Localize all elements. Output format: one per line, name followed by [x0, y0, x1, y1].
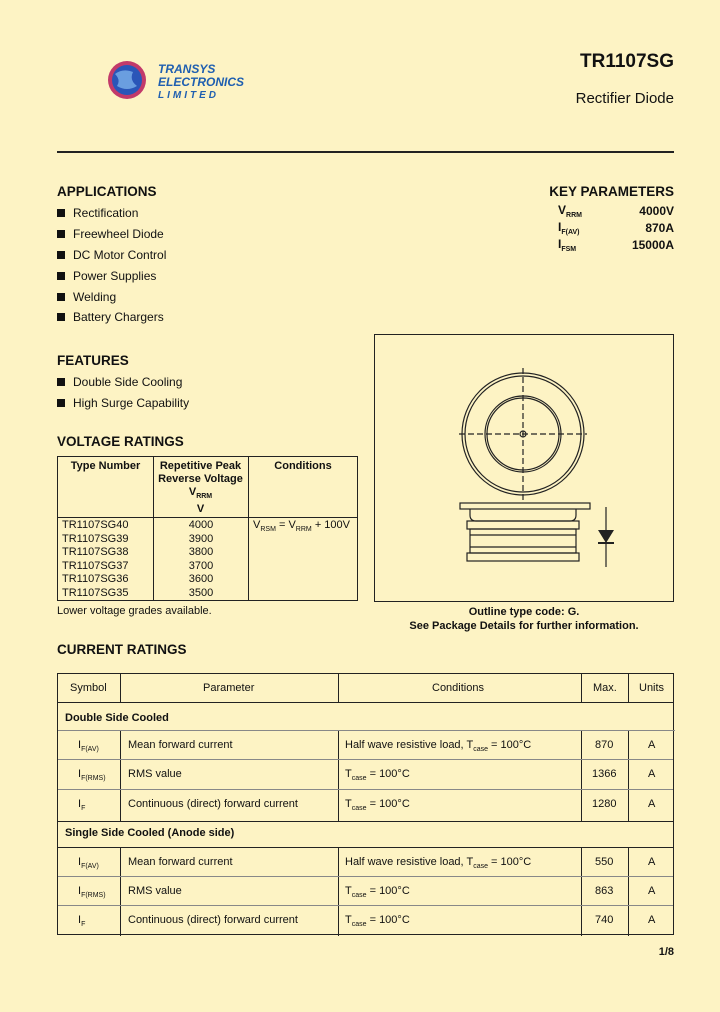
doc-subtitle: Rectifier Diode: [575, 90, 674, 107]
logo-line-2: ELECTRONICS: [158, 75, 245, 89]
features-list: [57, 372, 189, 414]
package-outline-drawing: [375, 335, 673, 601]
condition-cell: $T_{case} = 100^\circ C$: [345, 885, 410, 899]
unit-cell: A: [648, 739, 656, 751]
max-cell: 863: [595, 885, 614, 897]
outline-details: See Package Details for further information.: [409, 620, 639, 632]
voltage-column: 4000 3900 3800 3700 3600 3500: [188, 519, 214, 599]
unit-cell: A: [648, 914, 656, 926]
bullet-icon: [57, 378, 65, 386]
condition-cell: Half wave resistive load, $T_{case} = 100^\circ C$: [345, 739, 532, 753]
col-header-conditions: Conditions: [274, 460, 332, 472]
condition-cell: $T_{case} = 100^\circ C$: [345, 914, 410, 928]
voltage-ratings-table: [57, 456, 358, 601]
parameter-cell: RMS value: [128, 768, 182, 780]
applications-heading: APPLICATIONS: [57, 184, 157, 199]
list-item: Rectification: [57, 203, 166, 224]
max-cell: 870: [595, 739, 614, 751]
parameter-cell: RMS value: [128, 885, 182, 897]
col-header-type: Type Number: [70, 460, 141, 472]
list-item: High Surge Capability: [57, 393, 189, 414]
current-ratings-table: [57, 673, 674, 935]
section-double-side: Double Side Cooled: [65, 712, 169, 724]
max-cell: 1280: [592, 798, 617, 810]
bullet-icon: [57, 251, 65, 259]
col-header-voltage: Repetitive Peak Reverse Voltage $V_{RRM}$ V: [158, 460, 243, 515]
parameter-cell: Continuous (direct) forward current: [128, 798, 298, 810]
page-number: 1/8: [658, 946, 674, 958]
list-item: Welding: [57, 286, 166, 307]
bullet-icon: [57, 272, 65, 280]
diode-symbol-icon: [598, 530, 614, 543]
col-header-units: Units: [639, 682, 665, 694]
lower-grades-note: Lower voltage grades available.: [57, 605, 212, 617]
part-number: TR1107SG: [580, 51, 674, 72]
table-row: $V_{RRM}$ 4000V: [558, 202, 674, 219]
table-row: $I_{FSM}$ 15000A: [558, 236, 674, 253]
table-row: $I_{F(AV)}$ 870A: [558, 219, 674, 236]
symbol-cell: $I_{F(AV)}$: [78, 739, 99, 753]
bullet-icon: [57, 399, 65, 407]
voltage-ratings-heading: VOLTAGE RATINGS: [57, 434, 184, 449]
list-item: DC Motor Control: [57, 245, 166, 266]
col-header-symbol: Symbol: [70, 682, 107, 694]
parameter-cell: Mean forward current: [128, 739, 233, 751]
list-item: Freewheel Diode: [57, 224, 166, 245]
unit-cell: A: [648, 768, 656, 780]
key-parameters-table: [558, 202, 674, 253]
list-item: Battery Chargers: [57, 307, 166, 328]
symbol-cell: $I_{F(RMS)}$: [78, 768, 106, 782]
max-cell: 740: [595, 914, 614, 926]
col-header-conditions: Conditions: [432, 682, 484, 694]
outline-caption: [374, 605, 674, 633]
max-cell: 550: [595, 856, 614, 868]
symbol-cell: $I_{F(RMS)}$: [78, 885, 106, 899]
bullet-icon: [57, 209, 65, 217]
condition-cell: $T_{case} = 100^\circ C$: [345, 768, 410, 782]
bullet-icon: [57, 313, 65, 321]
logo-text: [158, 63, 244, 102]
parameter-cell: Continuous (direct) forward current: [128, 914, 298, 926]
symbol-cell: $I_{F(AV)}$: [78, 856, 99, 870]
section-single-side: Single Side Cooled (Anode side): [65, 827, 235, 839]
bullet-icon: [57, 293, 65, 301]
current-ratings-heading: CURRENT RATINGS: [57, 642, 187, 657]
col-header-parameter: Parameter: [203, 682, 255, 694]
parameter-cell: Mean forward current: [128, 856, 233, 868]
features-heading: FEATURES: [57, 353, 129, 368]
unit-cell: A: [648, 798, 656, 810]
unit-cell: A: [648, 856, 656, 868]
symbol-cell: $I_F$: [78, 914, 86, 928]
type-number-column: TR1107SG40 TR1107SG39 TR1107SG38 TR1107SG37 TR1107SG36 TR1107SG35: [62, 519, 129, 599]
list-item: Power Supplies: [57, 265, 166, 286]
applications-list: [57, 203, 166, 328]
logo-line-1: TRANSYS: [158, 62, 216, 76]
unit-cell: A: [648, 885, 656, 897]
header-divider: [57, 151, 674, 153]
bullet-icon: [57, 230, 65, 238]
list-item: Double Side Cooling: [57, 372, 189, 393]
key-parameters-heading: KEY PARAMETERS: [549, 184, 674, 199]
condition-cell: $T_{case} = 100^\circ C$: [345, 798, 410, 812]
outline-drawing-box: [374, 334, 674, 602]
logo-line-3: LIMITED: [158, 90, 219, 101]
condition-cell: $V_{RSM} = V_{RRM} + 100V$: [253, 519, 350, 533]
col-header-max: Max.: [593, 682, 617, 694]
condition-cell: Half wave resistive load, $T_{case} = 100^\circ C$: [345, 856, 532, 870]
symbol-cell: $I_F$: [78, 798, 86, 812]
outline-code: Outline type code: G.: [468, 606, 580, 618]
max-cell: 1366: [592, 768, 617, 780]
